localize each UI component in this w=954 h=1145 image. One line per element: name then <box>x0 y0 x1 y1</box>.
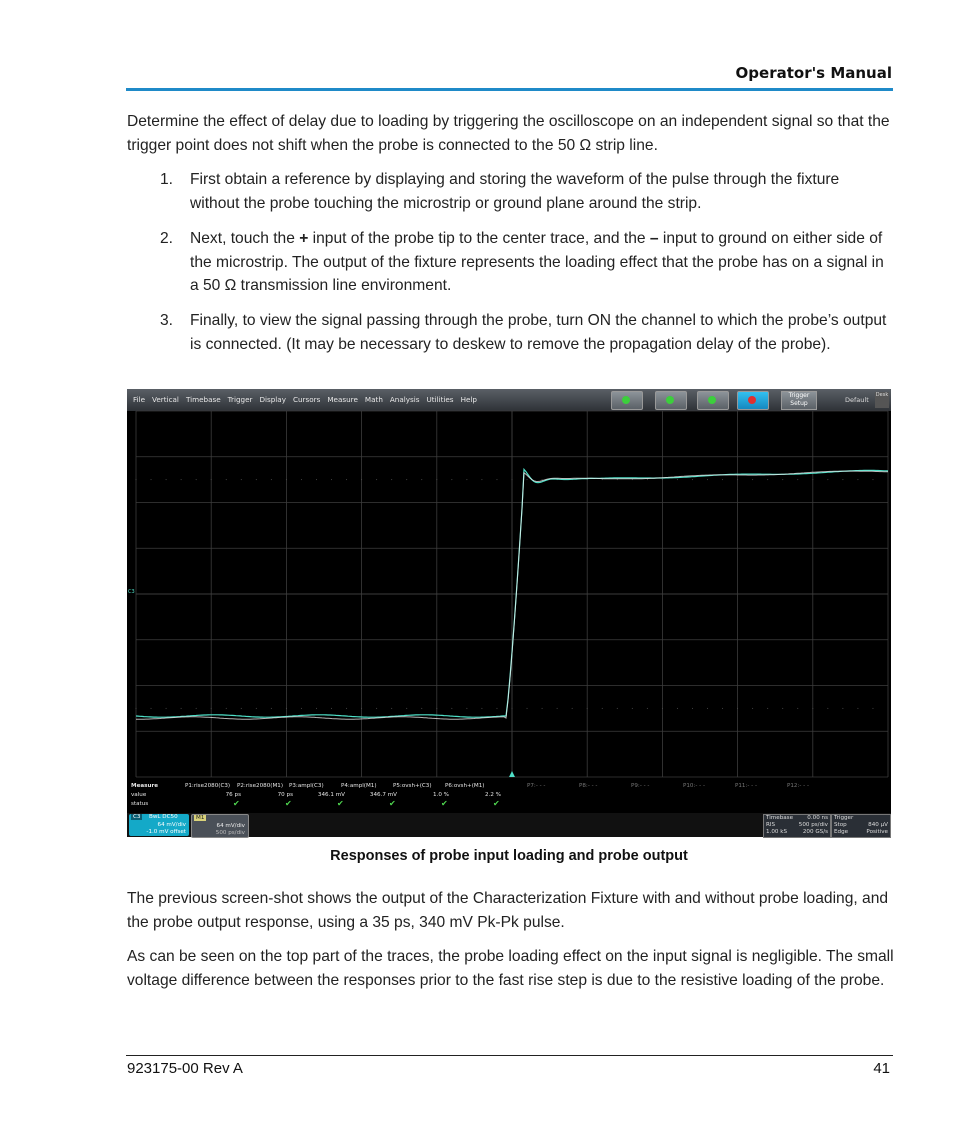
scope-menu-math[interactable]: Math <box>364 395 383 404</box>
measure-param-name[interactable]: P5:ovsh+(C3) <box>393 783 432 789</box>
intro-paragraph: Determine the effect of delay due to loading by triggering the oscilloscope on an independent signal so that the trigger point does not shift when the probe is connected to the 50 Ω strip line. <box>127 113 890 154</box>
step-number: 2. <box>160 230 174 247</box>
measure-param-name[interactable]: P4:ampl(M1) <box>341 783 377 789</box>
step-text: First obtain a reference by displaying and storing the waveform of the pulse through the fixture without the probe touching the microstrip or ground plane around the strip. <box>190 171 840 212</box>
footer-page-number: 41 <box>873 1060 890 1077</box>
header-rule <box>126 88 893 91</box>
measure-panel <box>127 780 891 813</box>
scope-menu-trigger[interactable]: Trigger <box>227 395 253 404</box>
figure-caption: Responses of probe input loading and probe output <box>330 848 688 864</box>
status-check-icon: ✔ <box>493 799 500 808</box>
scope-menu-cursors[interactable]: Cursors <box>292 395 321 404</box>
measure-param-empty[interactable]: P10:- - - <box>683 783 705 789</box>
measure-param-value: 70 ps <box>277 792 293 798</box>
footer-rule <box>126 1055 893 1056</box>
measure-param-name[interactable]: P6:ovsh+(M1) <box>445 783 485 789</box>
channel-m1-descriptor[interactable]: M1 64 mV/div 500 ps/div <box>191 814 249 838</box>
measure-param-name[interactable]: P2:rise2080(M1) <box>237 783 284 789</box>
scope-menu-utilities[interactable]: Utilities <box>426 395 454 404</box>
scope-menu-help[interactable]: Help <box>460 395 477 404</box>
scope-toolbar-button[interactable] <box>697 391 729 410</box>
status-dot-icon <box>708 396 716 404</box>
scope-stop-button[interactable] <box>737 391 769 410</box>
measure-param-value: 346.1 mV <box>317 792 345 798</box>
plus-symbol: + <box>299 230 309 247</box>
scope-menu-vertical[interactable]: Vertical <box>152 395 179 404</box>
footer-document-number: 923175-00 Rev A <box>127 1060 243 1077</box>
oscilloscope-screenshot <box>127 389 891 837</box>
trigger-marker-icon <box>509 771 515 777</box>
status-dot-icon <box>666 396 674 404</box>
deskew-button[interactable]: Desk <box>875 392 889 408</box>
status-check-icon: ✔ <box>285 799 292 808</box>
trigger-descriptor[interactable]: Trigger Stop 840 µV Edge Positive <box>831 814 891 838</box>
body-paragraph-1: The previous screen-shot shows the output of the Characterization Fixture with and without probe loading, and the probe output response, using a 35 ps, 340 mV Pk-Pk pulse. <box>127 890 889 931</box>
measure-param-value: 2.2 % <box>485 792 501 798</box>
status-check-icon: ✔ <box>337 799 344 808</box>
status-dot-icon <box>622 396 630 404</box>
measure-param-empty[interactable]: P11:- - - <box>735 783 757 789</box>
measure-param-value: 346.7 mV <box>369 792 397 798</box>
measure-param-empty[interactable]: P7:- - - <box>527 783 546 789</box>
channel-c3-descriptor[interactable]: C3 BwL DC50 64 mV/div -1.0 mV offset <box>129 814 189 836</box>
measure-param-empty[interactable]: P8:- - - <box>579 783 598 789</box>
default-setup-label[interactable]: Default <box>845 396 869 404</box>
body-paragraph-2: As can be seen on the top part of the traces, the probe loading effect on the input signal is negligible. The small voltage difference between the responses prior to the fast rise step is due to the resistive loading of the probe. <box>127 948 894 989</box>
measure-param-name[interactable]: P3:ampl(C3) <box>289 783 324 789</box>
status-check-icon: ✔ <box>441 799 448 808</box>
minus-symbol: – <box>649 230 659 247</box>
step-number: 1. <box>160 171 174 188</box>
channel-descriptor-bar <box>127 813 891 837</box>
scope-grid <box>136 411 889 777</box>
measure-value-label: value <box>131 792 147 798</box>
measure-title: Measure <box>131 783 158 789</box>
scope-menu-display[interactable]: Display <box>259 395 286 404</box>
channel-level-marker: C3 <box>128 589 135 595</box>
scope-menu-timebase[interactable]: Timebase <box>185 395 221 404</box>
timebase-descriptor[interactable]: Timebase 0.00 ns RIS 500 ps/div 1.00 kS 200 GS/s <box>763 814 831 838</box>
scope-menu-file[interactable]: File <box>133 395 146 404</box>
page-header-title: Operator's Manual <box>735 64 892 82</box>
trigger-setup-button[interactable]: Trigger Setup <box>781 391 817 410</box>
status-check-icon: ✔ <box>233 799 240 808</box>
measure-status-label: status <box>131 801 149 807</box>
step-text: Next, touch the + input of the probe tip to the center trace, and the – input to ground on either side of the microstrip. The output of the fixture represents the loading effect that the probe has on a signal in a 50 Ω transmission line environment. <box>190 230 884 294</box>
measure-param-empty[interactable]: P9:- - - <box>631 783 650 789</box>
status-check-icon: ✔ <box>389 799 396 808</box>
step-text: Finally, to view the signal passing through the probe, turn ON the channel to which the probe’s output is connected. (It may be necessary to deskew to remove the propagation delay of the probe). <box>190 312 887 353</box>
scope-menu-analysis[interactable]: Analysis <box>389 395 420 404</box>
scope-menu-items <box>133 395 484 404</box>
step-number: 3. <box>160 312 174 329</box>
measure-param-empty[interactable]: P12:- - - <box>787 783 809 789</box>
measure-param-value: 76 ps <box>225 792 241 798</box>
scope-waveform-display <box>128 411 888 777</box>
stop-dot-icon <box>748 396 756 404</box>
measure-param-name[interactable]: P1:rise2080(C3) <box>185 783 231 789</box>
measure-param-value: 1.0 % <box>433 792 449 798</box>
scope-menu-measure[interactable]: Measure <box>327 395 358 404</box>
scope-toolbar-button[interactable] <box>655 391 687 410</box>
scope-menubar <box>127 389 891 411</box>
scope-toolbar-button[interactable] <box>611 391 643 410</box>
